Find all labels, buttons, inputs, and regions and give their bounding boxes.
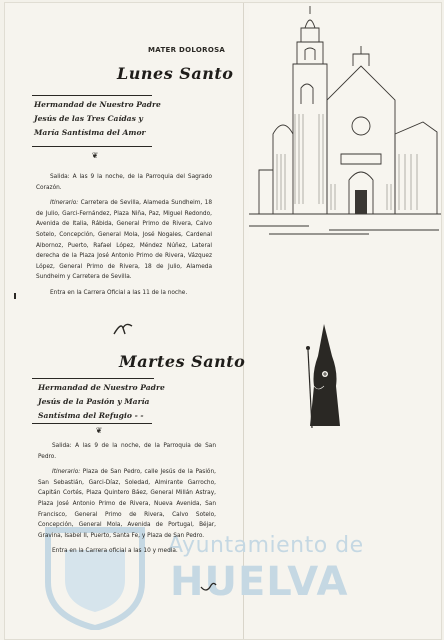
lunes-title: Lunes Santo [117,64,234,83]
lunes-salida-text: A las 9 la noche, de la Parroquia del Sagrado Corazón. [36,174,212,191]
lunes-itinerario-label: Itinerario: [50,200,79,207]
lunes-brotherhood-line: María Santísima del Amor [34,128,146,137]
martes-body [38,441,216,557]
lunes-entrada: Entra en la Carrera Oficial a las 11 de la noche. [50,289,188,296]
martes-brotherhood-line: Santísima del Refugio - - [38,411,144,420]
page-end-mark [198,578,218,597]
church-illustration [249,4,441,244]
martes-itinerario-text: Plaza de San Pedro, calle Jesús de la Pasión, San Sebastián, Garci-Díaz, Soledad, Almirante Garrocho, Capitán Cortés, Plaza Quintero Báez, General Millán Astray, Plaza José Antonio Primo de Rivera, Nueva Avenida, San Francisco, General Primo de Rivera, Calvo Sotelo, Concepción, General Mola, Avenida de Portugal, Béjar, Gravina, Isabel II, Puerto, Santa Fe, y Plaza de San Pedro. [38,469,216,539]
lunes-ornament: ❦ [91,151,99,160]
nazareno-figure [304,322,348,434]
lunes-rule-top [32,95,152,96]
martes-salida-text: A las 9 de la noche, de la Parroquia de San Pedro. [38,443,216,460]
martes-rule-bottom [32,423,152,424]
lunes-salida-label: Salida: [50,174,70,180]
martes-itinerario-label: Itinerario: [52,469,81,476]
chapel-heading: MATER DOLOROSA [148,46,226,54]
martes-brotherhood [38,381,198,423]
lunes-brotherhood-line: Jesús de las Tres Caídas y [34,114,143,123]
lunes-body [36,172,212,299]
martes-salida-label: Salida: [52,443,72,449]
martes-title: Martes Santo [119,352,246,371]
lunes-brotherhood [34,98,194,140]
martes-brotherhood-line: Jesús de la Pasión y María [38,397,150,406]
divider-flourish [112,320,134,340]
margin-mark [14,293,16,299]
martes-entrada: Entra en la Carrera oficial a las 10 y media. [52,548,178,555]
lunes-itinerario-text: Carretera de Sevilla, Alameda Sundheim, 18 de Julio, Garci-Fernández, Plaza Niña, Paz, Miguel Redondo, Avenida de Italia, Rábida, General Primo de Rivera, Calvo Sotelo, Concepción, General Mola, José Nogales, Cardenal Albornoz, Puerto, Rafael López, Méndez Núñez, Lateral derecha de la Plaza José Antonio Primo de Rivera, Vázquez López, General Primo de Rivera, 18 de Julio, Alameda Sundheim y Carretera de Sevilla. [36,200,213,281]
martes-brotherhood-line: Hermandad de Nuestro Padre [38,383,165,392]
martes-rule-top [32,378,154,379]
lunes-rule-bottom [32,146,152,147]
lunes-brotherhood-line: Hermandad de Nuestro Padre [34,100,161,109]
watermark-text: Ayuntamiento de [168,533,364,558]
watermark-huelva: HUELVA [170,559,349,605]
martes-ornament: ❦ [95,426,103,435]
